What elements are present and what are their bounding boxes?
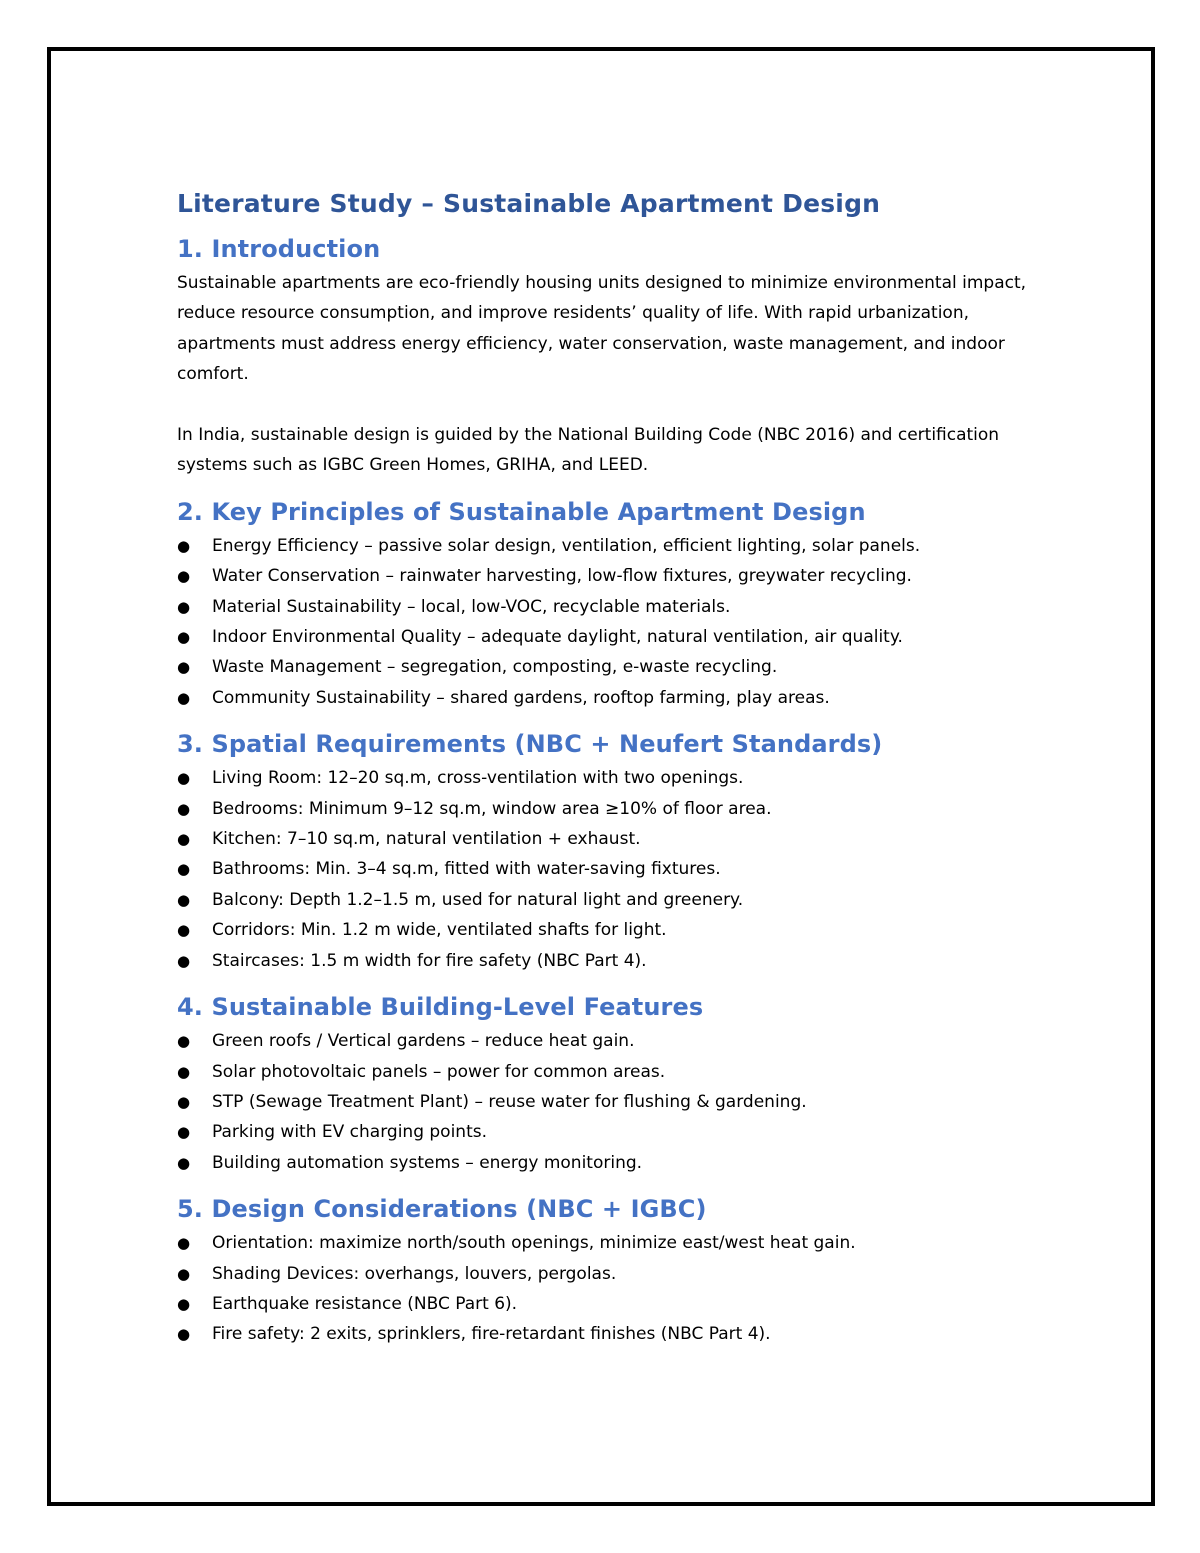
bullet-icon: ● — [177, 1325, 191, 1344]
bullet-icon: ● — [177, 1234, 191, 1253]
list-item-text: Green roofs / Vertical gardens – reduce heat gain. — [212, 1031, 635, 1052]
list-item-text: STP (Sewage Treatment Plant) – reuse water for flushing & gardening. — [212, 1091, 807, 1112]
list-item — [177, 622, 1037, 652]
list-item-text: Living Room: 12–20 sq.m, cross-ventilation with two openings. — [212, 768, 744, 789]
list-item — [177, 1289, 1037, 1319]
list-item — [177, 592, 1037, 622]
document-body — [177, 186, 1037, 1350]
list-item — [177, 885, 1037, 915]
bullet-icon: ● — [177, 628, 191, 647]
list-item — [177, 1319, 1037, 1349]
list-item — [177, 915, 1037, 945]
list-item-text: Parking with EV charging points. — [212, 1122, 488, 1143]
list-item-text: Community Sustainability – shared gardens, rooftop farming, play areas. — [212, 687, 830, 708]
list-item-text: Water Conservation – rainwater harvesting, low-flow fixtures, greywater recycling. — [212, 566, 912, 587]
list-item-text: Indoor Environmental Quality – adequate daylight, natural ventilation, air quality. — [212, 627, 903, 648]
bullet-icon: ● — [177, 1032, 191, 1051]
list-item-text: Earthquake resistance (NBC Part 6). — [212, 1293, 518, 1314]
list-item-text: Fire safety: 2 exits, sprinklers, fire-retardant finishes (NBC Part 4). — [212, 1324, 771, 1345]
bullet-icon: ● — [177, 769, 191, 788]
list-item — [177, 854, 1037, 884]
list-item-text: Orientation: maximize north/south openings, minimize east/west heat gain. — [212, 1233, 856, 1254]
list-item — [177, 1228, 1037, 1258]
bullet-icon: ● — [177, 536, 191, 555]
list-item — [177, 1259, 1037, 1289]
bullet-icon: ● — [177, 799, 191, 818]
list-item-text: Staircases: 1.5 m width for fire safety (NBC Part 4). — [212, 950, 647, 971]
section-heading: 2. Key Principles of Sustainable Apartment Design — [177, 497, 866, 526]
list-item-text: Material Sustainability – local, low-VOC, recyclable materials. — [212, 596, 731, 617]
section-building-features — [177, 990, 1037, 1178]
list-item — [177, 531, 1037, 561]
list-item-text: Balcony: Depth 1.2–1.5 m, used for natural light and greenery. — [212, 889, 744, 910]
list-item-text: Bedrooms: Minimum 9–12 sq.m, window area ≥10% of floor area. — [212, 798, 772, 819]
bullet-icon: ● — [177, 1123, 191, 1142]
section-key-principles — [177, 495, 1037, 713]
bullet-icon: ● — [177, 1092, 191, 1111]
list-item-text: Shading Devices: overhangs, louvers, pergolas. — [212, 1263, 617, 1284]
list-item — [177, 652, 1037, 682]
list-item-text: Waste Management – segregation, composting, e-waste recycling. — [212, 657, 778, 678]
bullet-icon: ● — [177, 890, 191, 909]
list-item-text: Solar photovoltaic panels – power for common areas. — [212, 1061, 666, 1082]
list-item — [177, 946, 1037, 976]
bullet-list — [177, 1228, 1037, 1350]
bullet-icon: ● — [177, 1264, 191, 1283]
bullet-list — [177, 531, 1037, 713]
bullet-icon: ● — [177, 688, 191, 707]
list-item-text: Bathrooms: Min. 3–4 sq.m, fitted with water-saving fixtures. — [212, 859, 721, 880]
section-heading: 5. Design Considerations (NBC + IGBC) — [177, 1195, 707, 1224]
list-item — [177, 683, 1037, 713]
list-item — [177, 763, 1037, 793]
bullet-list — [177, 1026, 1037, 1178]
list-item-text: Energy Efficiency – passive solar design, ventilation, efficient lighting, solar panels. — [212, 535, 921, 556]
list-item — [177, 824, 1037, 854]
list-item — [177, 561, 1037, 591]
document-title: Literature Study – Sustainable Apartment Design — [177, 189, 881, 218]
section-heading: 4. Sustainable Building-Level Features — [177, 993, 704, 1022]
list-item — [177, 1087, 1037, 1117]
section-spatial-requirements — [177, 727, 1037, 976]
paragraph: In India, sustainable design is guided by the National Building Code (NBC 2016) and certification systems such as IGBC Green Homes, GRIHA, and LEED. — [177, 425, 1000, 476]
list-item — [177, 1026, 1037, 1056]
bullet-icon: ● — [177, 1294, 191, 1313]
bullet-icon: ● — [177, 921, 191, 940]
list-item — [177, 1117, 1037, 1147]
section-design-considerations — [177, 1192, 1037, 1350]
list-item-text: Building automation systems – energy monitoring. — [212, 1152, 643, 1173]
section-heading: 3. Spatial Requirements (NBC + Neufert Standards) — [177, 730, 883, 759]
bullet-list — [177, 763, 1037, 976]
list-item — [177, 1057, 1037, 1087]
list-item-text: Corridors: Min. 1.2 m wide, ventilated shafts for light. — [212, 920, 667, 941]
bullet-icon: ● — [177, 1153, 191, 1172]
bullet-icon: ● — [177, 597, 191, 616]
bullet-icon: ● — [177, 567, 191, 586]
bullet-icon: ● — [177, 658, 191, 677]
section-introduction — [177, 232, 1037, 481]
list-item-text: Kitchen: 7–10 sq.m, natural ventilation + exhaust. — [212, 829, 641, 850]
bullet-icon: ● — [177, 830, 191, 849]
list-item — [177, 1148, 1037, 1178]
section-heading: 1. Introduction — [177, 235, 381, 263]
paragraph: Sustainable apartments are eco-friendly housing units designed to minimize environmental impact, reduce resource consumption, and improve residents’ quality of life. With rapid urbanization, apartments must address energy efficiency, water conservation, waste management, and indoor comfort. — [177, 273, 1027, 385]
list-item — [177, 794, 1037, 824]
bullet-icon: ● — [177, 860, 191, 879]
bullet-icon: ● — [177, 951, 191, 970]
bullet-icon: ● — [177, 1062, 191, 1081]
